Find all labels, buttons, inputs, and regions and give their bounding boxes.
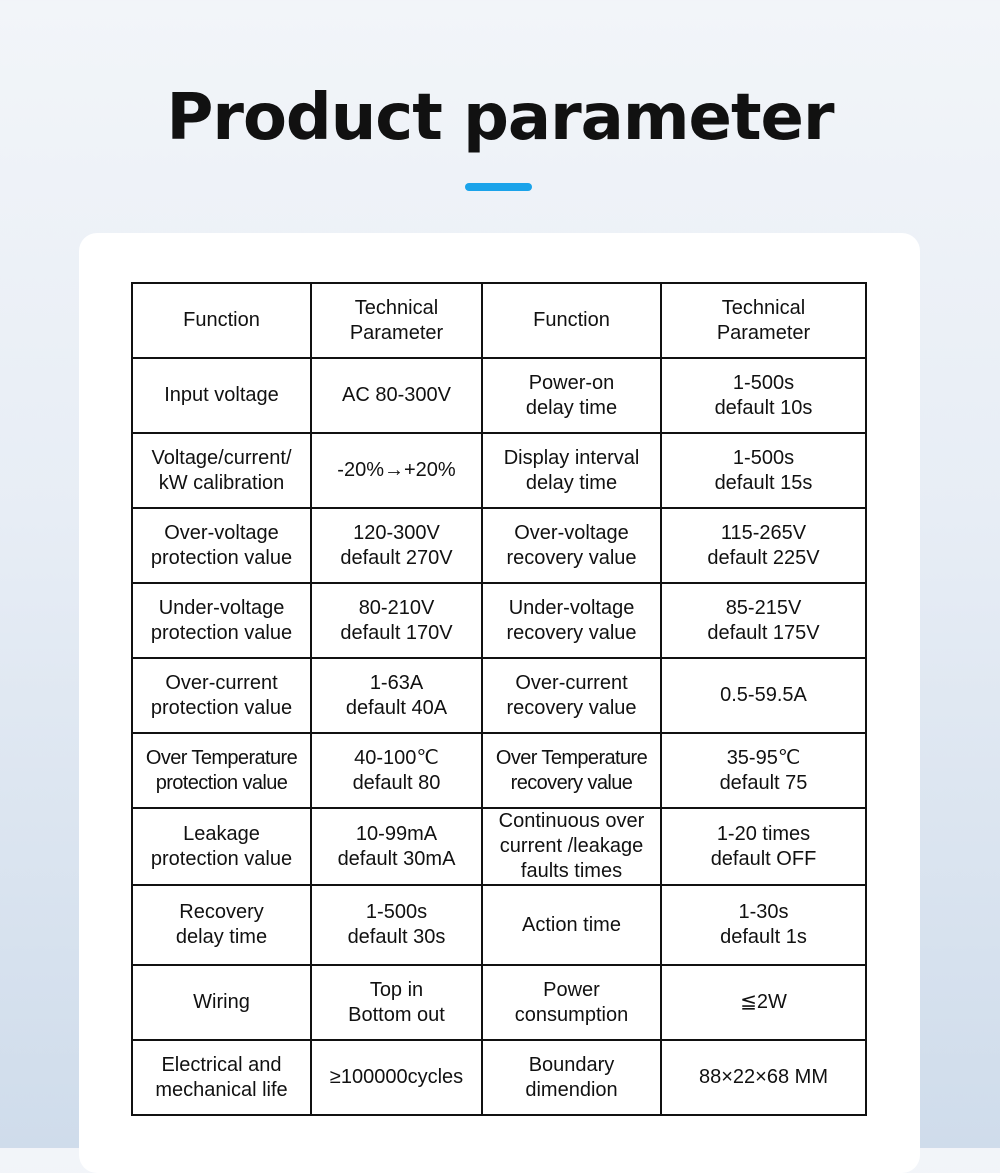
table-cell: 40-100℃ default 80 <box>311 733 482 808</box>
parameter-table <box>131 282 867 1116</box>
table-header-row <box>132 283 866 358</box>
table-cell: AC 80-300V <box>311 358 482 433</box>
table-cell: Over-voltage protection value <box>132 508 311 583</box>
header-function-2: Function <box>482 283 661 358</box>
table-cell: 1-20 times default OFF <box>661 808 866 885</box>
header-technical-parameter-1: Technical Parameter <box>311 283 482 358</box>
table-row <box>132 508 866 583</box>
table-row <box>132 433 866 508</box>
header-function-1: Function <box>132 283 311 358</box>
table-cell: Under-voltage protection value <box>132 583 311 658</box>
table-cell: Power consumption <box>482 965 661 1040</box>
table-cell: 10-99mA default 30mA <box>311 808 482 885</box>
header-technical-parameter-2: Technical Parameter <box>661 283 866 358</box>
table-row <box>132 358 866 433</box>
table-cell: 80-210V default 170V <box>311 583 482 658</box>
table-cell: Boundary dimendion <box>482 1040 661 1115</box>
table-cell: 1-63A default 40A <box>311 658 482 733</box>
table-cell: Leakage protection value <box>132 808 311 885</box>
table-cell: ≦2W <box>661 965 866 1040</box>
table-row <box>132 733 866 808</box>
table-row <box>132 1040 866 1115</box>
table-cell: 1-500s default 15s <box>661 433 866 508</box>
table-cell: 85-215V default 175V <box>661 583 866 658</box>
table-row <box>132 658 866 733</box>
table-cell: Display interval delay time <box>482 433 661 508</box>
table-row <box>132 965 866 1040</box>
page-title: Product parameter <box>166 81 834 155</box>
table-cell: Voltage/current/ kW calibration <box>132 433 311 508</box>
table-cell: Continuous over current /leakage faults times <box>482 808 661 885</box>
table-cell: Under-voltage recovery value <box>482 583 661 658</box>
table-cell: 35-95℃ default 75 <box>661 733 866 808</box>
table-cell: Top in Bottom out <box>311 965 482 1040</box>
table-cell: -20%→+20% <box>311 433 482 508</box>
table-row <box>132 583 866 658</box>
table-cell: 88×22×68 MM <box>661 1040 866 1115</box>
table-cell: 1-30s default 1s <box>661 885 866 965</box>
table-row <box>132 885 866 965</box>
table-cell: Power-on delay time <box>482 358 661 433</box>
title-underline <box>465 183 532 191</box>
table-cell: Input voltage <box>132 358 311 433</box>
table-cell: Over-current protection value <box>132 658 311 733</box>
table-cell: Over-voltage recovery value <box>482 508 661 583</box>
table-cell: Over Temperature protection value <box>132 733 311 808</box>
table-cell: Wiring <box>132 965 311 1040</box>
table-cell: 0.5-59.5A <box>661 658 866 733</box>
table-cell: 1-500s default 30s <box>311 885 482 965</box>
table-cell: 1-500s default 10s <box>661 358 866 433</box>
table-cell: Recovery delay time <box>132 885 311 965</box>
table-cell: ≥100000cycles <box>311 1040 482 1115</box>
table-cell: Over Temperature recovery value <box>482 733 661 808</box>
table-cell: 115-265V default 225V <box>661 508 866 583</box>
table-row <box>132 808 866 885</box>
table-cell: Action time <box>482 885 661 965</box>
table-cell: 120-300V default 270V <box>311 508 482 583</box>
table-cell: Electrical and mechanical life <box>132 1040 311 1115</box>
table-cell: Over-current recovery value <box>482 658 661 733</box>
